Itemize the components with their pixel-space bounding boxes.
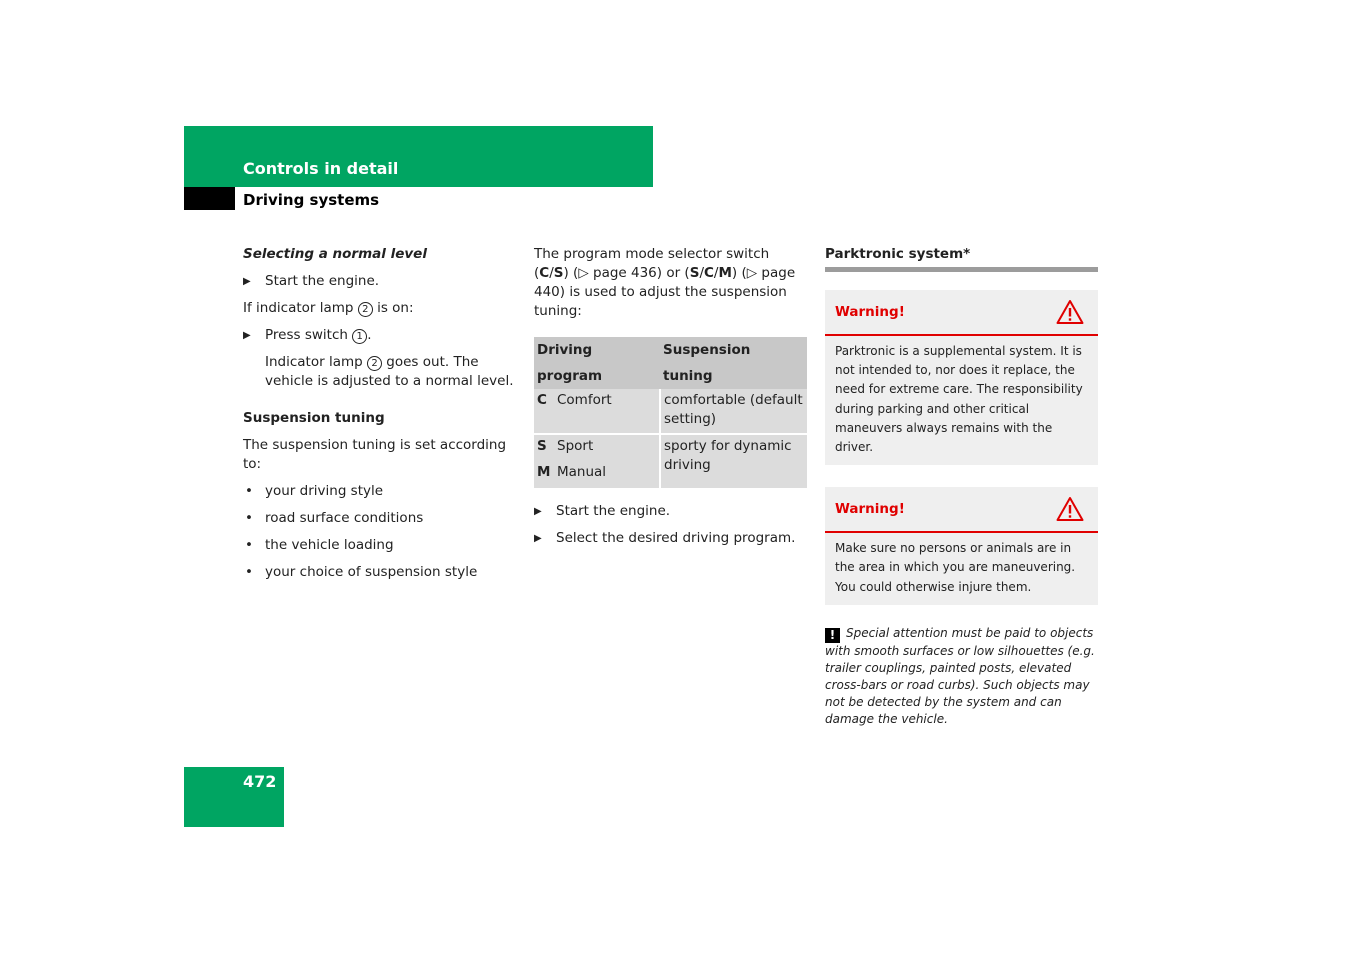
list-item: • your choice of suspension style xyxy=(245,564,478,580)
column-middle xyxy=(534,245,808,556)
warning-box-2 xyxy=(825,487,1098,605)
heading-parktronic: Parktronic system* xyxy=(825,245,1098,272)
driving-program-table xyxy=(534,337,807,488)
list-item: • the vehicle loading xyxy=(245,537,394,553)
bullet-icon: • xyxy=(245,537,253,553)
step-select-program: ▶ Select the desired driving program. xyxy=(534,530,796,546)
step-arrow-icon: ▶ xyxy=(243,330,251,341)
heading-selecting-normal-level: Selecting a normal level xyxy=(243,246,427,262)
warning-text: Make sure no persons or animals are in the area in which you are maneuvering. You could otherwise injure them. xyxy=(835,541,1076,594)
list-item: • road surface conditions xyxy=(245,510,424,526)
result-text: Indicator lamp 2 goes out. The vehicle is adjusted to a normal level. xyxy=(265,354,514,389)
exclamation-icon: ! xyxy=(825,628,840,643)
page-number: 472 xyxy=(243,772,277,791)
warning-triangle-icon xyxy=(1056,496,1084,522)
bullet-icon: • xyxy=(245,510,253,526)
table-row: M Manual xyxy=(534,461,807,488)
step-start-engine: ▶ Start the engine. xyxy=(243,273,380,289)
selector-intro: The program mode selector switch (C/S) (▷ page 436) or (S/C/M) (▷ page 440) is used to adjust the suspension tuning: xyxy=(534,246,796,319)
warning-box-1 xyxy=(825,290,1098,465)
column-right xyxy=(825,245,1098,728)
step-arrow-icon: ▶ xyxy=(534,506,542,517)
column-left xyxy=(243,245,523,590)
section-subtitle: Driving systems xyxy=(243,191,380,209)
warning-label: Warning! xyxy=(835,501,905,518)
suspension-intro: The suspension tuning is set according to: xyxy=(243,437,507,472)
condition-text: If indicator lamp 2 is on: xyxy=(243,300,414,316)
table-row: C Comfort comfortable (default setting) xyxy=(534,389,807,434)
step-start-engine: ▶ Start the engine. xyxy=(534,503,671,519)
callout-2-icon: 2 xyxy=(367,356,382,371)
step-arrow-icon: ▶ xyxy=(534,533,542,544)
heading-suspension-tuning: Suspension tuning xyxy=(243,410,385,426)
warning-text: Parktronic is a supplemental system. It is not intended to, nor does it replace, the need for extreme care. The responsibility during parking and other critical maneuvers always remains with the driver. xyxy=(835,344,1083,455)
warning-triangle-icon xyxy=(1056,299,1084,325)
table-header-suspension-tuning: Suspension tuning xyxy=(660,337,807,389)
section-title: Controls in detail xyxy=(243,159,399,178)
attention-note: ! Special attention must be paid to objects with smooth surfaces or low silhouettes (e.g. trailer couplings, painted posts, elevated cross-bars or road curbs). Such objects may not be detected by the system and can damage the vehicle. xyxy=(825,625,1095,726)
step-arrow-icon: ▶ xyxy=(243,276,251,287)
table-header-driving-program: Driving program xyxy=(534,337,660,389)
bullet-icon: • xyxy=(245,483,253,499)
callout-2-icon: 2 xyxy=(358,302,373,317)
header-marker xyxy=(184,187,235,210)
table-row: S Sport sporty for dynamic driving xyxy=(534,434,807,461)
warning-label: Warning! xyxy=(835,304,905,320)
list-item: • your driving style xyxy=(245,483,384,499)
callout-1-icon: 1 xyxy=(352,329,367,344)
bullet-icon: • xyxy=(245,564,253,580)
step-press-switch: ▶ Press switch 1 . xyxy=(243,327,372,343)
